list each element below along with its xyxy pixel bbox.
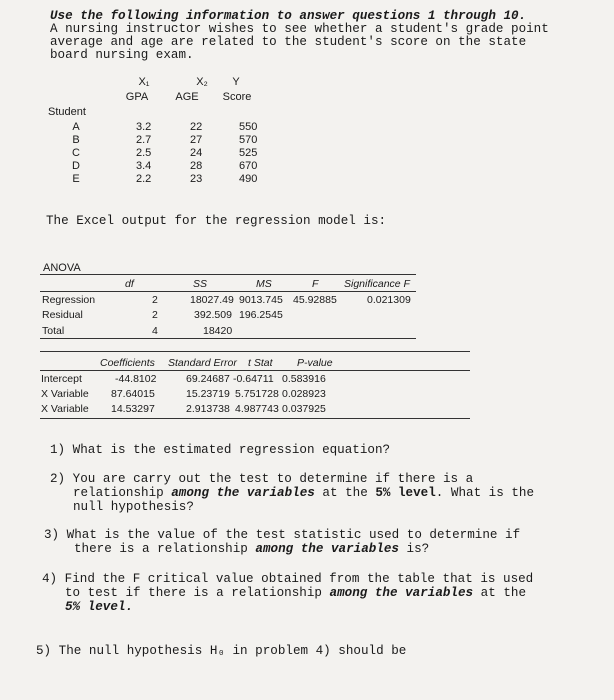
coef-t: -0.64711	[233, 373, 274, 385]
emphasis-text: 5% level.	[65, 600, 134, 614]
divider	[40, 370, 470, 371]
divider	[40, 338, 416, 339]
coef-header: t Stat	[248, 357, 273, 369]
emphasis-text: among the variables	[171, 486, 315, 500]
var-symbol: X₂	[196, 76, 208, 88]
emphasis-text: 5% level	[375, 486, 436, 500]
gpa-value: 3.4	[136, 160, 152, 172]
coef-value: -44.8102	[115, 373, 157, 385]
age-value: 22	[190, 121, 203, 133]
coef-p: 0.583916	[282, 373, 326, 385]
coef-p: 0.028923	[282, 388, 326, 400]
intro-line: A nursing instructor wishes to see whether a student's grade point	[50, 22, 549, 36]
var-name: AGE	[175, 91, 199, 103]
question-3	[44, 528, 520, 556]
student-label: D	[72, 160, 80, 172]
anova-f: 45.92885	[293, 294, 337, 306]
gpa-value: 2.7	[136, 134, 152, 146]
score-value: 550	[239, 121, 258, 133]
score-value: 490	[239, 173, 258, 185]
divider	[40, 418, 470, 419]
coef-header: Coefficients	[100, 357, 155, 369]
anova-ms: 196.2545	[239, 309, 283, 321]
question-5: 5) The null hypothesis H₀ in problem 4) should be	[36, 644, 407, 658]
score-value: 670	[239, 160, 258, 172]
age-value: 23	[190, 173, 203, 185]
question-line: to test if there is a relationship among the variables at the	[65, 586, 527, 600]
anova-df: 2	[152, 309, 158, 321]
anova-ss: 18027.49	[190, 294, 234, 306]
emphasis-text: among the variables	[329, 586, 474, 600]
age-value: 28	[190, 160, 203, 172]
anova-df: 2	[152, 294, 158, 306]
coef-row-label: X Variable	[41, 388, 89, 400]
score-value: 525	[239, 147, 258, 159]
anova-title: ANOVA	[43, 262, 81, 274]
question-line: 2) You are carry out the test to determine if there is a	[50, 472, 474, 486]
divider	[40, 351, 470, 352]
intro-paragraph	[50, 10, 549, 62]
age-value: 24	[190, 147, 203, 159]
question-line: 3) What is the value of the test statistic used to determine if	[44, 528, 521, 542]
coef-se: 15.23719	[186, 388, 230, 400]
row-header: Student	[48, 106, 86, 118]
gpa-column	[136, 121, 151, 186]
gpa-value: 2.2	[136, 173, 152, 185]
anova-df: 4	[152, 325, 158, 337]
var-name: Score	[222, 91, 252, 103]
anova-header: SS	[193, 278, 208, 290]
var-symbol: X₁	[138, 76, 150, 88]
anova-header: F	[312, 278, 319, 290]
var-name: GPA	[125, 91, 149, 103]
gpa-value: 2.5	[136, 147, 152, 159]
question-4	[42, 572, 533, 614]
question-line: there is a relationship among the variables is?	[74, 542, 430, 556]
intro-line: average and age are related to the student's score on the state	[50, 35, 527, 49]
anova-row-label: Total	[42, 325, 65, 337]
anova-ss: 18420	[203, 325, 233, 337]
coef-value: 87.64015	[111, 388, 155, 400]
intro-line: board nursing exam.	[50, 48, 194, 62]
var-symbol: Y	[232, 76, 240, 88]
question-line: relationship among the variables at the 5% level. What is the	[73, 486, 535, 500]
excel-intro: The Excel output for the regression model is:	[46, 214, 387, 228]
student-label: C	[72, 147, 80, 159]
question-line: null hypothesis?	[73, 500, 194, 514]
student-label: A	[72, 121, 80, 133]
divider	[40, 274, 416, 275]
question-line: 4) Find the F critical value obtained from the table that is used	[42, 572, 534, 586]
coef-row-label: X Variable	[41, 403, 89, 415]
student-label: E	[72, 173, 80, 185]
coef-t: 4.987743	[235, 403, 279, 415]
intro-heading: Use the following information to answer questions 1 through 10.	[50, 9, 527, 23]
coef-t: 5.751728	[235, 388, 279, 400]
score-value: 570	[239, 134, 258, 146]
anova-row-label: Residual	[42, 309, 83, 321]
coef-header: P-value	[297, 357, 333, 369]
anova-ms: 9013.745	[239, 294, 283, 306]
student-column	[64, 121, 88, 186]
divider	[40, 291, 416, 292]
question-2	[50, 472, 534, 514]
anova-header: df	[125, 278, 134, 290]
emphasis-text: among the variables	[255, 542, 399, 556]
coef-se: 69.24687	[186, 373, 230, 385]
coef-value: 14.53297	[111, 403, 155, 415]
anova-header: Significance F	[344, 278, 410, 290]
coef-se: 2.913738	[186, 403, 230, 415]
coef-row-label: Intercept	[41, 373, 82, 385]
coef-header: Standard Error	[168, 357, 237, 369]
anova-row-label: Regression	[42, 294, 96, 306]
age-value: 27	[190, 134, 203, 146]
anova-header: MS	[256, 278, 272, 290]
question-1: 1) What is the estimated regression equation?	[50, 443, 391, 457]
age-column	[190, 121, 202, 186]
student-label: B	[72, 134, 80, 146]
score-column	[239, 121, 257, 186]
gpa-value: 3.2	[136, 121, 152, 133]
anova-sig: 0.021309	[367, 294, 411, 306]
coef-p: 0.037925	[282, 403, 326, 415]
anova-ss: 392.509	[194, 309, 232, 321]
